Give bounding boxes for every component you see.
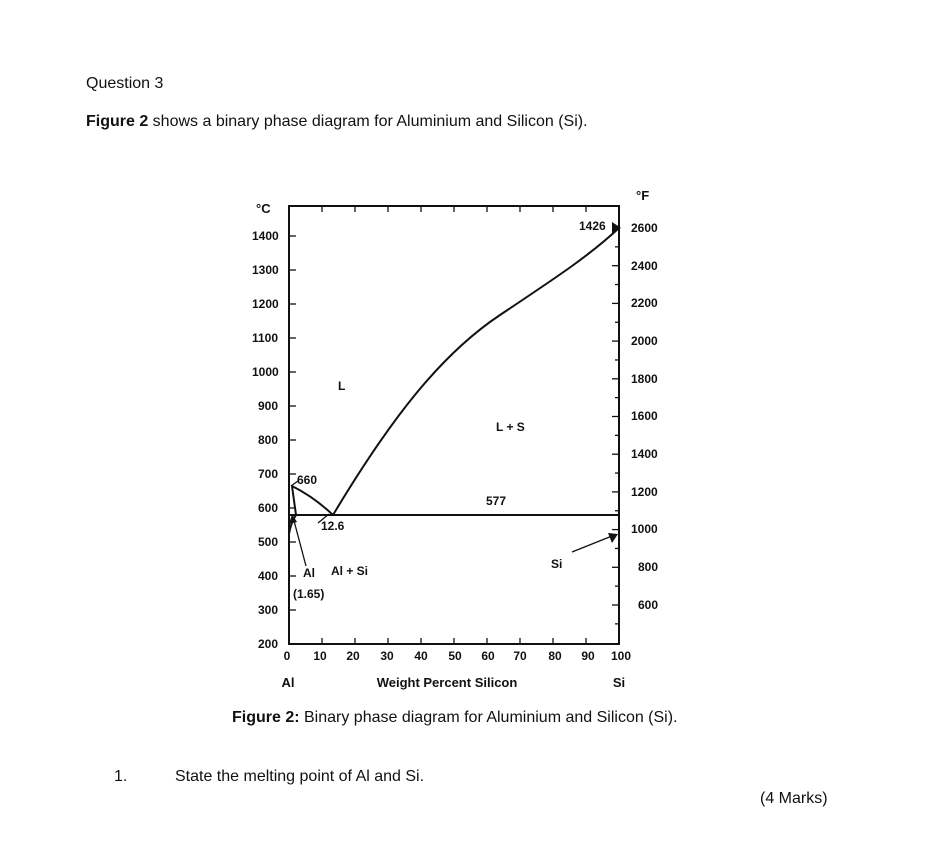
right-axis-labels: [631, 221, 658, 612]
left-tick-label: 1400: [252, 229, 279, 243]
x-tick-label: 0: [283, 649, 291, 663]
right-tick-label: 2200: [631, 296, 658, 310]
left-tick-label: 400: [258, 569, 279, 583]
al-liquidus: [292, 486, 333, 515]
left-tick-label: 900: [258, 399, 279, 413]
leader-si: [572, 536, 612, 552]
x-right-element: Si: [612, 675, 626, 690]
caption-text: Binary phase diagram for Aluminium and Silicon (Si).: [299, 709, 678, 726]
right-tick-label: 1800: [631, 372, 658, 386]
task-number: 1.: [114, 768, 128, 785]
task-marks: (4 Marks): [760, 790, 828, 807]
left-axis-labels: [252, 229, 279, 651]
left-tick-label: 600: [258, 501, 279, 515]
right-tick-label: 2600: [631, 221, 658, 235]
right-tick-label: 1200: [631, 485, 658, 499]
label-al-solubility: (1.65): [293, 587, 325, 601]
x-axis-title: Weight Percent Silicon: [376, 675, 518, 690]
x-tick-label: 10: [313, 649, 327, 663]
label-liquid-solid: L + S: [496, 420, 525, 434]
right-tick-label: 1400: [631, 447, 658, 461]
x-tick-label: 40: [414, 649, 428, 663]
task-text: State the melting point of Al and Si.: [175, 768, 425, 785]
x-tick-label: 90: [581, 649, 595, 663]
left-tick-label: 200: [258, 637, 279, 651]
left-tick-label: 500: [258, 535, 279, 549]
left-tick-label: 700: [258, 467, 279, 481]
figure-caption: [232, 709, 678, 727]
x-tick-label: 20: [346, 649, 360, 663]
si-liquidus: [333, 228, 619, 515]
left-tick-label: 1000: [252, 365, 279, 379]
x-tick-label: 30: [380, 649, 394, 663]
left-tick-label: 1300: [252, 263, 279, 277]
right-tick-label: 1600: [631, 409, 658, 423]
label-eutectic-comp: 12.6: [321, 519, 345, 533]
al-solidus: [292, 486, 296, 515]
intro-figure-ref: Figure 2: [86, 113, 149, 130]
question-title: Question 3: [86, 75, 164, 92]
x-tick-label: 80: [548, 649, 562, 663]
right-tick-label: 800: [638, 560, 659, 574]
x-left-element: Al: [281, 675, 295, 690]
celsius-unit: °C: [256, 201, 271, 216]
right-tick-label: 1000: [631, 522, 658, 536]
right-tick-label: 600: [638, 598, 659, 612]
plot-frame: [289, 206, 619, 644]
left-tick-label: 300: [258, 603, 279, 617]
label-al-si: Al + Si: [331, 564, 369, 578]
left-tick-label: 800: [258, 433, 279, 447]
fahrenheit-unit: °F: [636, 188, 650, 203]
label-si-phase: Si: [551, 557, 563, 571]
label-si-melt: 1426: [579, 219, 606, 233]
tick-marks: [289, 206, 619, 644]
label-liquid: L: [338, 379, 346, 393]
x-tick-label: 100: [610, 649, 632, 663]
x-tick-label: 70: [513, 649, 527, 663]
left-tick-label: 1200: [252, 297, 279, 311]
label-eutectic-temp: 577: [486, 494, 507, 508]
left-tick-label: 1100: [252, 331, 279, 345]
caption-figure-ref: Figure 2:: [232, 709, 300, 726]
label-al-phase: Al: [303, 566, 315, 580]
right-tick-label: 2000: [631, 334, 658, 348]
x-tick-label: 60: [481, 649, 495, 663]
label-al-melt: 660: [297, 473, 318, 487]
intro-text: shows a binary phase diagram for Aluminium and Silicon (Si).: [148, 113, 588, 130]
right-tick-label: 2400: [631, 259, 658, 273]
arrow-si-icon: [608, 533, 618, 543]
bottom-axis-labels: [282, 649, 632, 690]
x-tick-label: 50: [448, 649, 462, 663]
